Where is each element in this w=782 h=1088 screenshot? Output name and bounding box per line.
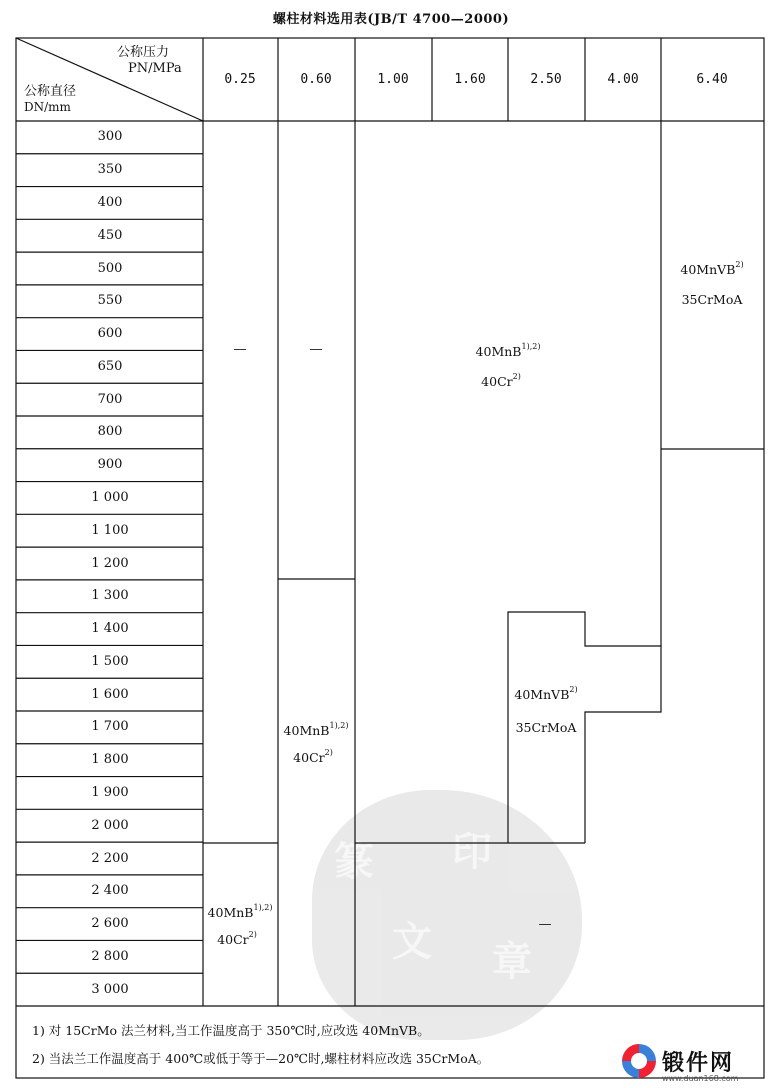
diameter-row-label: 1 800	[91, 752, 129, 768]
diameter-row-label: 550	[97, 293, 123, 309]
diameter-row-label: 600	[97, 326, 123, 342]
pressure-400: 4.00	[607, 72, 639, 87]
diameter-row-label: 500	[97, 260, 123, 276]
diameter-row-label: 650	[97, 358, 123, 374]
seal-watermark: 篆 印 文 章	[312, 790, 582, 1040]
cell-025-40cr: 40Cr$^{2)}$	[217, 930, 257, 947]
site-url: www.duan168.com	[662, 1074, 739, 1083]
diameter-row-label: 400	[97, 194, 123, 210]
diameter-row-label: 1 700	[91, 719, 129, 735]
pressure-160: 1.60	[454, 72, 486, 87]
cell-060-dash: —	[309, 342, 323, 357]
note-1: 1) 对 15CrMo 法兰材料,当工作温度高于 350℃时,应改选 40MnVB。	[32, 1023, 430, 1038]
cell-250-40mnvb: 40MnVB$^{2)}$	[514, 685, 578, 702]
diameter-row-label: 1 600	[91, 686, 129, 702]
pressure-100: 1.00	[377, 72, 409, 87]
diameter-row-label: 900	[97, 457, 123, 473]
diameter-row-label: 1 100	[91, 522, 129, 538]
diameter-row-label: 2 200	[91, 850, 129, 866]
cell-main-40mnb: 40MnB$^{1),2)}$	[475, 342, 541, 359]
diameter-row-label: 2 000	[91, 817, 129, 833]
diameter-label: 公称直径	[24, 84, 77, 99]
cell-main-40cr: 40Cr$^{2)}$	[481, 372, 521, 389]
diameter-row-label: 1 900	[91, 784, 129, 800]
site-name: 锻件网	[662, 1050, 735, 1076]
cell-025-40mnb: 40MnB$^{1),2)}$	[207, 903, 273, 920]
gear-logo-icon	[622, 1044, 656, 1078]
diameter-row-label: 1 000	[91, 489, 129, 505]
diameter-row-label: 300	[97, 129, 123, 145]
diameter-row-label: 350	[97, 162, 123, 178]
diameter-row-label: 1 500	[91, 653, 129, 669]
diameter-row-label: 2 600	[91, 916, 129, 932]
diameter-row-label: 700	[97, 391, 123, 407]
pressure-025: 0.25	[224, 72, 256, 87]
diameter-row-label: 1 200	[91, 555, 129, 571]
cell-060-40cr: 40Cr$^{2)}$	[293, 748, 333, 765]
diameter-row-label: 450	[97, 227, 123, 243]
diameter-row-label: 2 400	[91, 883, 129, 899]
cell-640-40mnvb: 40MnVB$^{2)}$	[680, 260, 744, 277]
pressure-060: 0.60	[300, 72, 332, 87]
diameter-unit: DN/mm	[24, 100, 71, 114]
table-title: 螺柱材料选用表(JB/T 4700—2000)	[272, 12, 510, 27]
cell-250-35crmoa: 35CrMoA	[515, 720, 577, 735]
diameter-row-label: 1 400	[91, 621, 129, 637]
pressure-640: 6.40	[696, 72, 728, 87]
pressure-unit: PN/MPa	[128, 61, 182, 76]
diameter-row-label: 3 000	[91, 981, 129, 997]
note-2: 2) 当法兰工作温度高于 400℃或低于等于—20℃时,螺柱材料应改选 35CrMoA。	[32, 1051, 490, 1066]
diameter-row-label: 800	[97, 424, 123, 440]
pressure-label: 公称压力	[117, 45, 170, 60]
diameter-row-label: 1 300	[91, 588, 129, 604]
site-logo	[622, 1044, 739, 1083]
cell-high-dash: —	[538, 917, 552, 932]
cell-025-dash: —	[233, 342, 247, 357]
cell-060-40mnb: 40MnB$^{1),2)}$	[283, 721, 349, 738]
diameter-row-label: 2 800	[91, 948, 129, 964]
pressure-250: 2.50	[530, 72, 562, 87]
cell-640-35crmoa: 35CrMoA	[681, 292, 743, 307]
